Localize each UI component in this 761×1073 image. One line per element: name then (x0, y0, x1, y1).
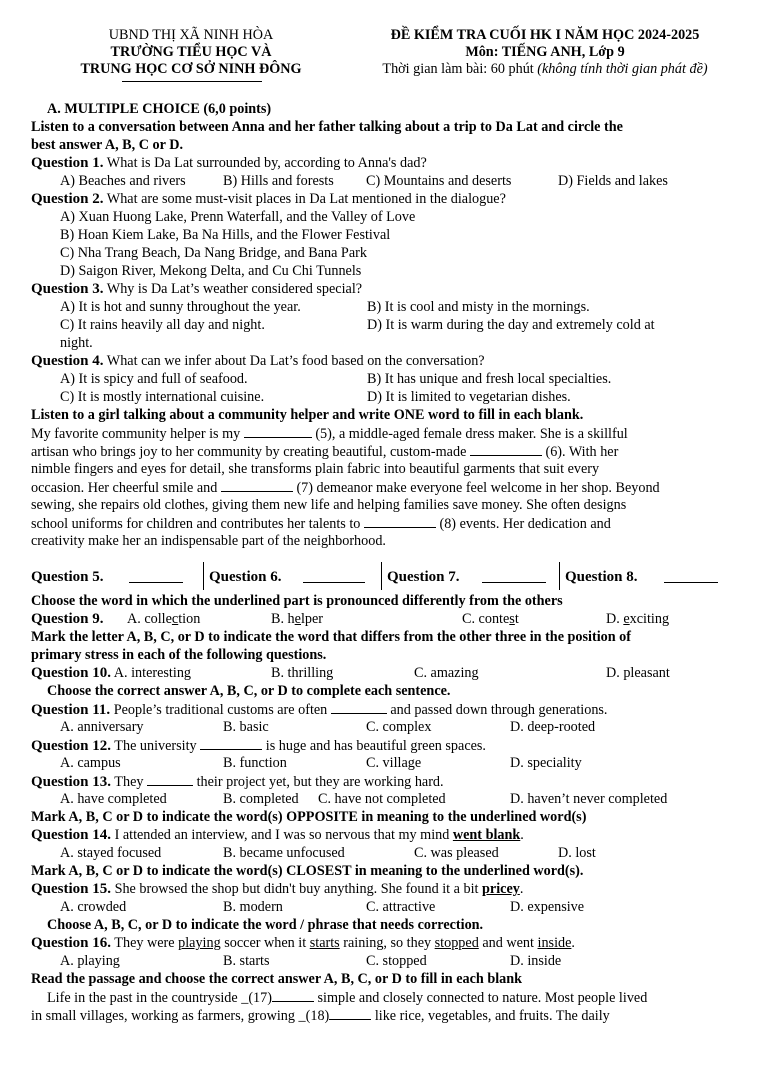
header-underline (122, 81, 262, 82)
blank-18[interactable] (329, 1006, 371, 1020)
blank-8[interactable] (364, 514, 436, 528)
q13-option-b[interactable]: B. completed (223, 791, 299, 807)
q2-option-d[interactable]: D) Saigon River, Mekong Delta, and Cu Chi Tunnels (60, 263, 362, 279)
listen2-instruction: Listen to a girl talking about a community helper and write ONE word to fill in each blank. (31, 407, 584, 423)
q1-option-d[interactable]: D) Fields and lakes (558, 173, 668, 189)
q2-option-a[interactable]: A) Xuan Huong Lake, Prenn Waterfall, and the Valley of Love (60, 209, 416, 225)
question-3-options-row2 (31, 316, 731, 334)
q16-option-c[interactable]: C. stopped (366, 953, 427, 969)
question-16: Question 16. They were playing soccer when it starts raining, so they stopped and went inside. (31, 935, 575, 951)
question-12: Question 12. The university is huge and has beautiful green spaces. (31, 738, 486, 754)
answer-divider-1 (203, 562, 204, 590)
q16-underlined-b: starts (309, 935, 340, 951)
q3-option-c[interactable]: C) It rains heavily all day and night. (60, 317, 265, 333)
q14-option-b[interactable]: B. became unfocused (223, 845, 345, 861)
blank-12[interactable] (200, 736, 262, 750)
answer-divider-2 (381, 562, 382, 590)
passage1-line1: My favorite community helper is my (5), a middle-aged female dress maker. She is a skillful (31, 426, 628, 442)
question-14-options (31, 844, 731, 862)
answer-row (31, 562, 731, 592)
question-11-options (31, 718, 731, 736)
passage1-line3: nimble fingers and eyes for detail, she transforms plain fabric into beautiful garments that suit every (31, 461, 600, 477)
answer-label-6: Question 6. (209, 569, 282, 585)
question-12-options (31, 754, 731, 772)
q15-option-d[interactable]: D. expensive (510, 899, 585, 915)
question-3-options-row1 (31, 298, 731, 316)
blank-5[interactable] (244, 424, 312, 438)
passage1-line5: sewing, she repairs old clothes, giving them new life and helping families save money. She often designs (31, 497, 627, 513)
q15-option-b[interactable]: B. modern (223, 899, 283, 915)
question-13: Question 13. They their project yet, but they are working hard. (31, 774, 444, 790)
q10-option-a[interactable]: A. interesting (111, 665, 192, 681)
answer-label-7: Question 7. (387, 569, 460, 585)
q3-option-d-continued: night. (60, 335, 93, 351)
question-4-options-row2 (31, 388, 731, 406)
question-15: Question 15. She browsed the shop but didn't buy anything. She found it a bit pricey. (31, 881, 524, 897)
q11-option-d[interactable]: D. deep-rooted (510, 719, 596, 735)
q9-option-c[interactable]: C. contest (462, 611, 519, 627)
answer-label-5: Question 5. (31, 569, 104, 585)
q16-underlined-c: stopped (434, 935, 479, 951)
q13-option-c[interactable]: C. have not completed (318, 791, 446, 807)
question-3: Question 3. Why is Da Lat’s weather considered special? (31, 281, 363, 297)
exam-body (31, 100, 731, 1024)
q3-option-a[interactable]: A) It is hot and sunny throughout the year. (60, 299, 301, 315)
passage2-line1: Life in the past in the countryside _(17) simple and closely connected to nature. Most people lived (47, 990, 648, 1006)
q15-underlined: pricey (482, 881, 520, 897)
q12-option-d[interactable]: D. speciality (510, 755, 582, 771)
school-name-line1: TRƯỜNG TIỂU HỌC VÀ (110, 44, 272, 60)
q9-option-b[interactable]: B. helper (271, 611, 324, 627)
section-a-heading: A. MULTIPLE CHOICE (6,0 points) (47, 101, 272, 117)
reading-instruction: Read the passage and choose the correct answer A, B, C, or D to fill in each blank (31, 971, 523, 987)
q14-option-c[interactable]: C. was pleased (414, 845, 499, 861)
passage2-line2: in small villages, working as farmers, growing _(18) like rice, vegetables, and fruits. The daily (31, 1008, 610, 1024)
q3-option-b[interactable]: B) It is cool and misty in the mornings. (367, 299, 590, 315)
question-1: Question 1. What is Da Lat surrounded by, according to Anna's dad? (31, 155, 427, 171)
listen1-instruction-line1: Listen to a conversation between Anna and her father talking about a trip to Da Lat and circle the (31, 119, 623, 135)
question-4: Question 4. What can we infer about Da Lat’s food based on the conversation? (31, 353, 485, 369)
q12-option-a[interactable]: A. campus (60, 755, 121, 771)
blank-11[interactable] (331, 700, 387, 714)
question-2: Question 2. What are some must-visit places in Da Lat mentioned in the dialogue? (31, 191, 506, 207)
q15-option-a[interactable]: A. crowded (60, 899, 127, 915)
question-13-options (31, 790, 731, 808)
question-10: Question 10. A. interesting B. thrilling C. amazing D. pleasant (31, 665, 670, 681)
closest-instruction: Mark A, B, C or D to indicate the word(s) CLOSEST in meaning to the underlined word(s). (31, 863, 584, 879)
q11-option-b[interactable]: B. basic (223, 719, 269, 735)
passage1-line6: school uniforms for children and contributes her talents to (8) events. Her dedication and (31, 516, 611, 532)
q2-option-c[interactable]: C) Nha Trang Beach, Da Nang Bridge, and Bana Park (60, 245, 367, 261)
q4-option-b[interactable]: B) It has unique and fresh local specialties. (367, 371, 612, 387)
question-11: Question 11. People’s traditional customs are often and passed down through generations. (31, 702, 608, 718)
answer-label-8: Question 8. (565, 569, 638, 585)
q9-option-d[interactable]: D. exciting (606, 611, 670, 627)
q1-option-c[interactable]: C) Mountains and deserts (366, 173, 512, 189)
answer-blank-7[interactable] (482, 569, 546, 583)
passage1-line7: creativity make her an indispensable part of the neighborhood. (31, 533, 386, 549)
school-info (32, 27, 350, 78)
answer-divider-3 (559, 562, 560, 590)
q10-option-d[interactable]: D. pleasant (606, 665, 670, 681)
exam-subject: Môn: TIẾNG ANH, Lớp 9 (465, 44, 625, 60)
question-9: Question 9. A. collection B. helper C. contest D. exciting (31, 611, 670, 627)
blank-7[interactable] (221, 478, 293, 492)
exam-title: ĐỀ KIỂM TRA CUỐI HK I NĂM HỌC 2024-2025 (390, 27, 700, 43)
q4-option-a[interactable]: A) It is spicy and full of seafood. (60, 371, 248, 387)
district-name: UBND THỊ XÃ NINH HÒA (108, 27, 274, 43)
q10-option-b[interactable]: B. thrilling (271, 665, 334, 681)
exam-time: Thời gian làm bài: 60 phút (không tính thời gian phát đề) (382, 61, 708, 77)
q4-option-c[interactable]: C) It is mostly international cuisine. (60, 389, 265, 405)
stress-instruction-line1: Mark the letter A, B, C, or D to indicate the word that differs from the other three in the position of (31, 629, 631, 645)
blank-17[interactable] (272, 988, 314, 1002)
q15-option-c[interactable]: C. attractive (366, 899, 436, 915)
q12-option-b[interactable]: B. function (223, 755, 287, 771)
listen1-instruction-line2: best answer A, B, C or D. (31, 137, 183, 153)
answer-blank-8[interactable] (664, 569, 718, 583)
q9-option-a[interactable]: A. collection (127, 611, 201, 627)
q14-option-a[interactable]: A. stayed focused (60, 845, 162, 861)
correction-instruction: Choose A, B, C, or D to indicate the word / phrase that needs correction. (47, 917, 484, 933)
blank-6[interactable] (470, 442, 542, 456)
q13-option-a[interactable]: A. have completed (60, 791, 167, 807)
q3-option-d[interactable]: D) It is warm during the day and extremely cold at (367, 317, 655, 333)
blank-13[interactable] (147, 772, 193, 786)
question-15-options (31, 898, 731, 916)
exam-info (355, 27, 735, 78)
q14-underlined: went blank (452, 827, 521, 843)
q1-option-b[interactable]: B) Hills and forests (223, 173, 334, 189)
q16-option-b[interactable]: B. starts (223, 953, 270, 969)
q16-option-d[interactable]: D. inside (510, 953, 562, 969)
q12-option-c[interactable]: C. village (366, 755, 422, 771)
passage1-line2: artisan who brings joy to her community by creating beautiful, custom-made (6). With her (31, 444, 619, 460)
answer-blank-6[interactable] (303, 569, 365, 583)
school-name-line2: TRUNG HỌC CƠ SỞ NINH ĐÔNG (80, 61, 302, 77)
q13-option-d[interactable]: D. haven’t never completed (510, 791, 668, 807)
q11-option-a[interactable]: A. anniversary (60, 719, 144, 735)
stress-instruction-line2: primary stress in each of the following questions. (31, 647, 327, 663)
q14-option-d[interactable]: D. lost (558, 845, 596, 861)
q16-underlined-d: inside (537, 935, 572, 951)
complete-instruction: Choose the correct answer A, B, C, or D to complete each sentence. (47, 683, 451, 699)
pronunciation-instruction: Choose the word in which the underlined part is pronounced differently from the others (31, 593, 563, 609)
passage1-line4: occasion. Her cheerful smile and (7) demeanor make everyone feel welcome in her shop. Beyond (31, 480, 660, 496)
opposite-instruction: Mark A, B, C or D to indicate the word(s) OPPOSITE in meaning to the underlined word(s) (31, 809, 587, 825)
q10-option-c[interactable]: C. amazing (414, 665, 479, 681)
q1-option-a[interactable]: A) Beaches and rivers (60, 173, 186, 189)
q4-option-d[interactable]: D) It is limited to vegetarian dishes. (367, 389, 571, 405)
question-4-options-row1 (31, 370, 731, 388)
q11-option-c[interactable]: C. complex (366, 719, 432, 735)
q2-option-b[interactable]: B) Hoan Kiem Lake, Ba Na Hills, and the Flower Festival (60, 227, 391, 243)
question-16-options (31, 952, 731, 970)
question-1-options (31, 172, 731, 190)
q16-option-a[interactable]: A. playing (60, 953, 120, 969)
q16-underlined-a: playing (178, 935, 221, 951)
question-14: Question 14. I attended an interview, and I was so nervous that my mind went blank. (31, 827, 524, 843)
answer-blank-5[interactable] (129, 569, 183, 583)
